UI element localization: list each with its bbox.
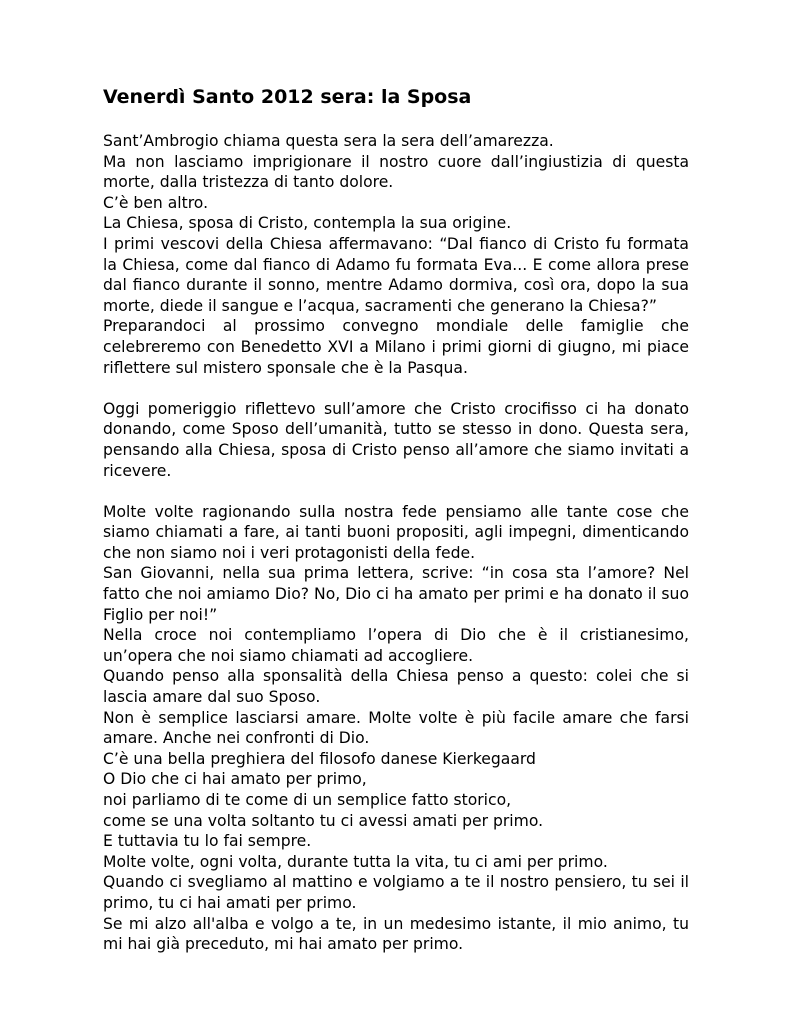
text-line: Molte volte, ogni volta, durante tutta la vita, tu ci ami per primo. [103,852,608,871]
text-line: Molte volte ragionando sulla nostra fede pensiamo alle tante cose che siamo chiamati a fare, ai tanti buoni propositi, agli impegni, dimenticando che non siamo noi i veri protagonisti della fede. [103,502,689,562]
text-line: E tuttavia tu lo fai sempre. [103,832,312,851]
text-line: come se una volta soltanto tu ci avessi amati per primo. [103,811,544,830]
text-line: C’è ben altro. [103,193,209,212]
text-line: Quando ci svegliamo al mattino e volgiamo a te il nostro pensiero, tu sei il primo, tu ci hai amati per primo. [103,873,689,912]
text-line: Preparandoci al prossimo convegno mondiale delle famiglie che celebreremo con Benedetto XVI a Milano i primi giorni di giugno, mi piace riflettere sul mistero sponsale che è la Pasqua. [103,317,689,377]
text-line: Non è semplice lasciarsi amare. Molte volte è più facile amare che farsi amare. Anche nei confronti di Dio. [103,708,689,748]
text-line: O Dio che ci hai amato per primo, [103,770,367,789]
text-line: Oggi pomeriggio riflettevo sull’amore che Cristo crocifisso ci ha donato donando, come Sposo dell’umanità, tutto se stesso in dono. Questa sera, pensando alla Chiesa, sposa di Cristo penso all’amore che siamo invitati a ricevere. [103,399,689,480]
text-line: Se mi alzo all'alba e volgo a te, in un medesimo istante, il mio animo, tu mi hai già preceduto, mi hai amato per primo. [103,914,689,954]
document-page [103,84,689,955]
paragraph-spacer [103,481,689,502]
text-line: San Giovanni, nella sua prima lettera, scrive: “in cosa sta l’amore? Nel fatto che noi amiamo Dio? No, Dio ci ha amato per primi e ha donato il suo Figlio per noi!” [103,564,689,624]
text-line: Ma non lasciamo imprigionare il nostro cuore dall’ingiustizia di questa morte, dalla tristezza di tanto dolore. [103,152,689,192]
text-line: C’è una bella preghiera del filosofo danese Kierkegaard [103,749,536,768]
paragraph-3 [103,502,689,955]
text-line: La Chiesa, sposa di Cristo, contempla la sua origine. [103,214,512,233]
document-title: Venerdì Santo 2012 sera: la Sposa [103,86,472,108]
text-line: Sant’Ambrogio chiama questa sera la sera dell’amarezza. [103,132,554,150]
text-line: Nella croce noi contempliamo l’opera di Dio che è il cristianesimo, un’opera che noi siamo chiamati ad accogliere. [103,626,689,665]
text-line: noi parliamo di te come di un semplice fatto storico, [103,791,512,809]
paragraph-2 [103,399,689,481]
text-line: Quando penso alla sponsalità della Chiesa penso a questo: colei che si lascia amare dal suo Sposo. [103,667,689,707]
paragraph-1 [103,131,689,378]
text-line: I primi vescovi della Chiesa affermavano: “Dal fianco di Cristo fu formata la Chiesa, come dal fianco di Adamo fu formata Eva... E come allora prese dal fianco durante il sonno, mentre Adamo dormiva, così ora, dopo la sua morte, diede il sangue e l’acqua, sacramenti che generano la Chiesa?” [103,234,689,315]
paragraph-spacer [103,378,689,399]
